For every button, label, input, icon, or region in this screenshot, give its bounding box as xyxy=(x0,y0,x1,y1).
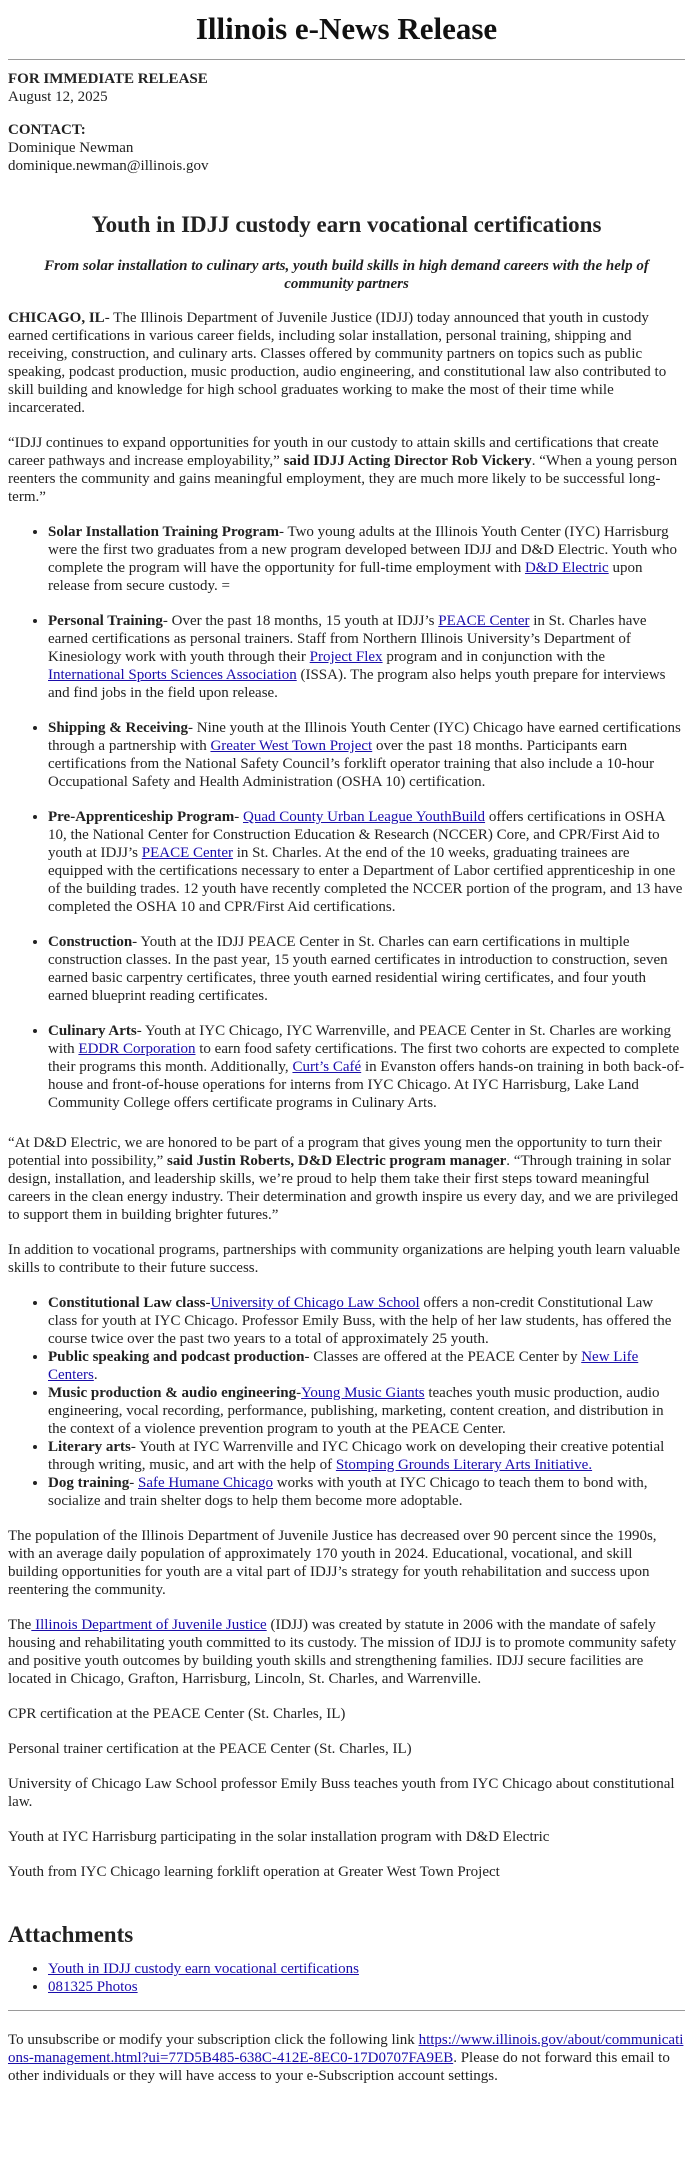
quote-attribution: said IDJJ Acting Director Rob Vickery xyxy=(283,452,532,469)
idjj-link[interactable]: Illinois Department of Juvenile Justice xyxy=(31,1616,267,1633)
footer-text: . Please do not forward this email to other individuals or they will have access to your e-Subscription account settings. xyxy=(8,2050,670,2085)
photo-caption: Personal trainer certification at the PEACE Center (St. Charles, IL) xyxy=(8,1740,412,1757)
program-text: in St. Charles have earned certifications as personal trainers. Staff from Northern Illinois University’s Department of Kinesiology work with youth through their xyxy=(48,612,647,665)
program-text: - Over the past 18 months, 15 youth at IDJJ’s xyxy=(162,612,439,629)
about-paragraph xyxy=(8,1616,685,1688)
attachment-item xyxy=(48,1978,685,1996)
eddr-link[interactable]: EDDR Corporation xyxy=(78,1040,196,1057)
vocational-programs-list xyxy=(8,523,685,1112)
about-text: (IDJJ) was created by statute in 2006 with the mandate of safely housing and rehabilitating youth committed to its custody. The mission of IDJJ is to promote community safety and positive youth outcomes by building youth skills and strengthening families. IDJJ secure facilities are located in Chicago, Grafton, Harrisburg, Lincoln, St. Charles, and Warrenville. xyxy=(8,1616,677,1687)
photo-caption: University of Chicago Law School professor Emily Buss teaches youth from IYC Chicago about constitutional law. xyxy=(8,1775,675,1810)
quote-text: . “Through training in solar design, installation, and leadership skills, we’re proud to help them take their first steps toward meaningful careers in the clean energy industry. Their determination and growth inspire us every day, and we are privileged to support them in building brighter futures.” xyxy=(8,1152,679,1223)
peace-center-link[interactable]: PEACE Center xyxy=(141,844,233,861)
subscription-management-link[interactable]: https://www.illinois.gov/about/communications-management.html?ui=77D5B485-638C-412E-8EC0-17D0707FA9EB xyxy=(8,2032,684,2067)
dd-electric-link[interactable]: D&D Electric xyxy=(524,559,609,576)
class-literary-arts xyxy=(48,1438,685,1474)
class-title: Constitutional Law class xyxy=(48,1294,206,1311)
release-header xyxy=(8,70,685,175)
class-text: . xyxy=(93,1366,98,1383)
partner-quote xyxy=(8,1134,685,1224)
release-label: FOR IMMEDIATE RELEASE xyxy=(8,71,208,88)
class-public-speaking xyxy=(48,1348,685,1384)
program-title: Shipping & Receiving xyxy=(48,719,189,736)
footer-divider xyxy=(8,2010,685,2011)
program-title: Pre-Apprenticeship Program xyxy=(48,808,235,825)
release-subtitle: From solar installation to culinary arts, youth build skills in high demand careers with the help of community partners xyxy=(44,257,649,292)
intro-text: - The Illinois Department of Juvenile Justice (IDJJ) today announced that youth in custody earned certifications in various career fields, including solar installation, personal training, shipping and receiving, construction, and culinary arts. Classes offered by community partners on topics such as public speaking, podcast production, music production, audio engineering, and constitutional law also contributed to skill building and knowledge for high school graduates working to make the most of their time while incarcerated. xyxy=(8,309,667,416)
program-text: in Evanston offers hands-on training in both back-of-house and front-of-house operations for interns from IYC Chicago. At IYC Harrisburg, Lake Land Community College offers certificate programs in Culinary Arts. xyxy=(48,1058,685,1111)
program-text: in St. Charles. At the end of the 10 weeks, graduating trainees are equipped with the certifications necessary to enter a Department of Labor certified apprenticeship in one of the building trades. 12 youth have recently completed the NCCER portion of the program, and 13 have completed the OSHA 10 and CPR/First Aid certifications. xyxy=(48,844,683,915)
program-text: offers certifications in OSHA 10, the National Center for Construction Education & Research (NCCER) Core, and CPR/First Aid to youth at IDJJ’s xyxy=(48,808,665,861)
community-classes-list xyxy=(8,1294,685,1510)
photo-caption: CPR certification at the PEACE Center (St. Charles, IL) xyxy=(8,1705,346,1722)
program-solar xyxy=(48,523,685,595)
program-construction xyxy=(48,933,685,1005)
program-title: Personal Training xyxy=(48,612,163,629)
unsubscribe-footer xyxy=(8,2031,685,2085)
program-text: (ISSA). The program also helps youth prepare for interviews and find jobs in the field upon release. xyxy=(48,666,666,701)
class-text: - xyxy=(129,1474,139,1491)
class-text: - xyxy=(205,1294,211,1311)
class-title: Music production & audio engineering xyxy=(48,1384,297,1401)
quote-text: “IDJJ continues to expand opportunities for youth in our custody to attain skills and certifications that create career pathways and increase employability,” xyxy=(8,434,659,469)
contact-label: CONTACT: xyxy=(8,122,86,139)
uchicago-law-link[interactable]: University of Chicago Law School xyxy=(210,1294,420,1311)
safe-humane-chicago-link[interactable]: Safe Humane Chicago xyxy=(138,1474,273,1491)
youthbuild-link[interactable]: Quad County Urban League YouthBuild xyxy=(242,808,486,825)
intro-paragraph xyxy=(8,309,685,417)
photo-caption: Youth at IYC Harrisburg participating in the solar installation program with D&D Electric xyxy=(8,1828,550,1845)
program-text: - Youth at the IDJJ PEACE Center in St. Charles can earn certifications in multiple construction classes. In the past year, 15 youth earned certificates in introduction to construction, seven earned basic carpentry certificates, three youth earned residential wiring certificates, and four youth earned blueprint reading certificates. xyxy=(48,933,668,1004)
contact-name: Dominique Newman xyxy=(8,140,134,157)
program-text: - Youth at IYC Chicago, IYC Warrenville, and PEACE Center in St. Charles are working with xyxy=(48,1022,672,1057)
class-text: offers a non-credit Constitutional Law class for youth at IYC Chicago. Professor Emily Buss, with the help of her law students, has offered the course twice over the past two years to a total of approximately 25 youth. xyxy=(48,1294,672,1347)
page-title: Illinois e-News Release xyxy=(195,11,498,46)
young-music-giants-link[interactable]: Young Music Giants xyxy=(301,1384,425,1401)
class-constitutional-law xyxy=(48,1294,685,1348)
curts-cafe-link[interactable]: Curt’s Café xyxy=(292,1058,362,1075)
class-text: works with youth at IYC Chicago to teach them to bond with, socialize and train shelter dogs to help them become more adoptable. xyxy=(48,1474,648,1509)
new-life-centers-link[interactable]: New Life Centers xyxy=(48,1348,639,1383)
program-text: over the past 18 months. Participants earn certifications from the National Safety Council’s forklift operator training that also include a 10-hour Occupational Safety and Health Administration (OSHA 10) certification. xyxy=(48,737,655,790)
class-text: - Youth at IYC Warrenville and IYC Chicago work on developing their creative potential through writing, music, and art with the help of xyxy=(48,1438,665,1473)
class-text: teaches youth music production, audio engineering, vocal recording, performance, publishing, marketing, content creation, and distribution in the context of a violence prevention program to youth at the PEACE Center. xyxy=(48,1384,664,1437)
attachments-list xyxy=(8,1960,685,1996)
program-text: to earn food safety certifications. The first two cohorts are expected to complete their programs this month. Additionally, xyxy=(48,1040,680,1075)
program-text: - xyxy=(234,808,243,825)
quote-text: “At D&D Electric, we are honored to be part of a program that gives young men the opportunity to turn their potential into possibility,” xyxy=(8,1134,662,1169)
class-text: - xyxy=(296,1384,302,1401)
program-culinary xyxy=(48,1022,685,1112)
program-pre-apprenticeship xyxy=(48,808,685,916)
attachment-item xyxy=(48,1960,685,1978)
program-title: Solar Installation Training Program xyxy=(48,523,279,540)
issa-link[interactable]: International Sports Sciences Association xyxy=(48,666,297,683)
class-text: - Classes are offered at the PEACE Center by xyxy=(304,1348,582,1365)
greater-west-town-link[interactable]: Greater West Town Project xyxy=(210,737,373,754)
photo-caption: Youth from IYC Chicago learning forklift operation at Greater West Town Project xyxy=(8,1863,500,1880)
release-title: Youth in IDJJ custody earn vocational certifications xyxy=(91,212,602,238)
quote-text: . “When a young person reenters the community and gains meaningful employment, they are much more likely to be successful long-term.” xyxy=(8,452,678,505)
program-text: - Two young adults at the Illinois Youth Center (IYC) Harrisburg were the first two graduates from a new program developed between IDJJ and D&D Electric. Youth who complete the program will have the opportunity for full-time employment with xyxy=(48,523,677,576)
header-divider xyxy=(8,59,685,60)
class-music-production xyxy=(48,1384,685,1438)
program-shipping xyxy=(48,719,685,791)
quote-attribution: said Justin Roberts, D&D Electric program manager xyxy=(167,1152,507,1169)
program-text: program and in conjunction with the xyxy=(382,648,606,665)
class-dog-training xyxy=(48,1474,685,1510)
stomping-grounds-link[interactable]: Stomping Grounds Literary Arts Initiative. xyxy=(335,1456,593,1473)
program-text: - Nine youth at the Illinois Youth Center (IYC) Chicago have earned certifications through a partnership with xyxy=(48,719,681,754)
project-flex-link[interactable]: Project Flex xyxy=(309,648,383,665)
population-paragraph: The population of the Illinois Department of Juvenile Justice has decreased over 90 percent since the 1990s, with an average daily population of approximately 170 youth in 2024. Educational, vocational, and skill building opportunities for youth are a vital part of IDJJ’s strategy for youth rehabilitation and success upon reentering the community. xyxy=(8,1527,657,1598)
dateline: CHICAGO, IL xyxy=(8,309,105,326)
program-text: upon release from secure custody. = xyxy=(48,559,643,594)
program-personal-training xyxy=(48,612,685,702)
about-text: The xyxy=(8,1616,32,1633)
class-title: Literary arts xyxy=(48,1438,131,1455)
attachment-link[interactable]: 081325 Photos xyxy=(48,1979,138,1996)
attachments-heading: Attachments xyxy=(8,1921,134,1947)
director-quote xyxy=(8,434,685,506)
program-title: Culinary Arts xyxy=(48,1022,137,1039)
program-title: Construction xyxy=(48,933,133,950)
release-date: August 12, 2025 xyxy=(8,89,108,106)
class-title: Dog training xyxy=(48,1474,130,1491)
class-title: Public speaking and podcast production xyxy=(48,1348,305,1365)
contact-email: dominique.newman@illinois.gov xyxy=(8,158,209,175)
partnerships-intro: In addition to vocational programs, partnerships with community organizations are helping youth learn valuable skills to contribute to their future success. xyxy=(8,1241,681,1276)
peace-center-link[interactable]: PEACE Center xyxy=(438,612,530,629)
footer-text: To unsubscribe or modify your subscription click the following link xyxy=(8,2032,419,2049)
attachment-link[interactable]: Youth in IDJJ custody earn vocational certifications xyxy=(48,1961,359,1978)
